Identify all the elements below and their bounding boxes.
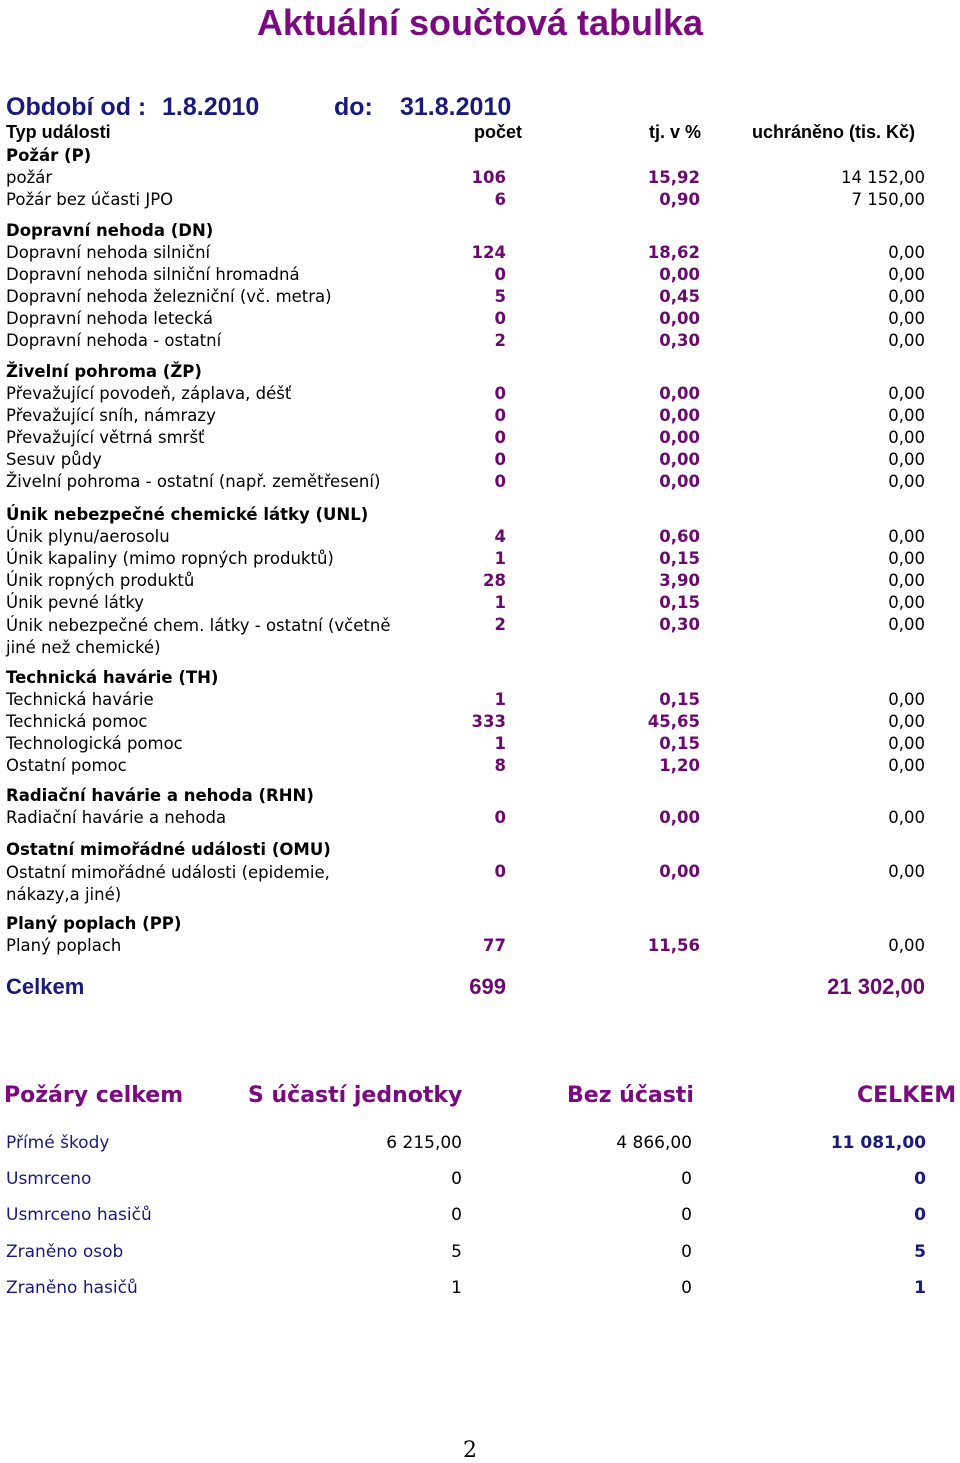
fires-header-with: S účastí jednotky	[248, 1083, 463, 1108]
total-label: Celkem	[6, 974, 85, 999]
row-count: 0	[494, 265, 506, 284]
fires-row-with: 5	[451, 1242, 462, 1262]
row-percent: 15,92	[647, 168, 700, 187]
page-number: 2	[463, 1438, 477, 1463]
fires-row-total: 0	[914, 1169, 926, 1189]
row-label: Převažující povodeň, záplava, déšť	[6, 384, 292, 403]
row-label: Ostatní mimořádné události (epidemie, nákazy,a jiné)	[6, 863, 330, 904]
row-percent: 0,00	[659, 428, 700, 447]
row-count: 333	[471, 712, 506, 731]
row-label: Živelní pohroma - ostatní (např. zemětřesení)	[6, 472, 381, 491]
row-saved: 0,00	[888, 384, 925, 403]
row-count: 0	[494, 862, 506, 881]
row-count: 1	[494, 549, 506, 568]
row-percent: 0,15	[659, 690, 700, 709]
row-label: Planý poplach (PP)	[6, 914, 182, 933]
row-count: 0	[494, 472, 506, 491]
fires-row-label: Usmrceno	[6, 1169, 92, 1189]
row-saved: 0,00	[888, 331, 925, 350]
row-label: Technická havárie	[6, 690, 154, 709]
row-count: 2	[494, 615, 506, 634]
row-label: Radiační havárie a nehoda (RHN)	[6, 786, 314, 805]
row-saved: 7 150,00	[851, 190, 925, 209]
row-count: 1	[494, 734, 506, 753]
row-count: 5	[494, 287, 506, 306]
row-saved: 0,00	[888, 406, 925, 425]
row-percent: 0,30	[659, 331, 700, 350]
row-count: 0	[494, 406, 506, 425]
row-label: Převažující větrná smršť	[6, 428, 205, 447]
row-label: Únik kapaliny (mimo ropných produktů)	[6, 549, 334, 568]
row-count: 77	[483, 936, 506, 955]
row-count: 0	[494, 450, 506, 469]
fires-row-total: 5	[914, 1242, 926, 1262]
row-label: Dopravní nehoda letecká	[6, 309, 214, 328]
row-saved: 0,00	[888, 615, 925, 634]
row-count: 124	[471, 243, 506, 262]
fires-row-with: 1	[451, 1278, 462, 1298]
row-saved: 0,00	[888, 712, 925, 731]
fires-row-without: 0	[681, 1169, 692, 1189]
fires-row-with: 0	[451, 1205, 462, 1225]
row-label: Živelní pohroma (ŽP)	[6, 362, 202, 381]
fires-row-without: 0	[681, 1242, 692, 1262]
fires-row-total: 11 081,00	[830, 1133, 926, 1153]
row-saved: 0,00	[888, 243, 925, 262]
row-percent: 0,00	[659, 472, 700, 491]
row-saved: 0,00	[888, 527, 925, 546]
row-label: Požár (P)	[6, 146, 92, 165]
row-label: Ostatní mimořádné události (OMU)	[6, 840, 331, 859]
row-percent: 0,60	[659, 527, 700, 546]
row-count: 6	[494, 190, 506, 209]
row-label: Technická havárie (TH)	[6, 668, 219, 687]
row-label: Ostatní pomoc	[6, 756, 127, 775]
row-saved: 0,00	[888, 690, 925, 709]
row-percent: 0,30	[659, 615, 700, 634]
row-count: 106	[471, 168, 506, 187]
row-count: 0	[494, 384, 506, 403]
row-saved: 0,00	[888, 756, 925, 775]
fires-row-with: 6 215,00	[386, 1133, 462, 1153]
row-percent: 0,00	[659, 450, 700, 469]
fires-row-total: 1	[914, 1278, 926, 1298]
fires-header-without: Bez účasti	[567, 1083, 694, 1108]
row-percent: 11,56	[647, 936, 700, 955]
fires-row-label: Usmrceno hasičů	[6, 1205, 152, 1225]
fires-row-total: 0	[914, 1205, 926, 1225]
fires-row-without: 0	[681, 1278, 692, 1298]
row-label: Dopravní nehoda silniční	[6, 243, 211, 262]
row-saved: 0,00	[888, 734, 925, 753]
header-pct: tj. v %	[649, 122, 702, 142]
row-label: Únik nebezpečné chem. látky - ostatní (včetně jiné než chemické)	[6, 616, 391, 657]
row-saved: 0,00	[888, 808, 925, 827]
fires-row-label: Zraněno osob	[6, 1242, 124, 1262]
row-label: Únik pevné látky	[6, 593, 145, 612]
row-percent: 0,15	[659, 734, 700, 753]
row-percent: 18,62	[647, 243, 700, 262]
row-count: 0	[494, 309, 506, 328]
row-label: Požár bez účasti JPO	[6, 190, 174, 209]
row-count: 0	[494, 428, 506, 447]
row-label: Únik plynu/aerosolu	[6, 527, 170, 546]
row-percent: 0,00	[659, 384, 700, 403]
row-saved: 0,00	[888, 472, 925, 491]
row-percent: 0,90	[659, 190, 700, 209]
row-saved: 0,00	[888, 287, 925, 306]
header-saved: uchráněno (tis. Kč)	[752, 122, 916, 142]
row-saved: 0,00	[888, 862, 925, 881]
fires-row-without: 0	[681, 1205, 692, 1225]
fires-row-with: 0	[451, 1169, 462, 1189]
period-to-label: do:	[334, 93, 373, 121]
period-from-value: 1.8.2010	[162, 93, 260, 121]
row-percent: 3,90	[659, 571, 700, 590]
fires-row-without: 4 866,00	[616, 1133, 692, 1153]
row-count: 0	[494, 808, 506, 827]
row-label: Převažující sníh, námrazy	[6, 406, 216, 425]
row-saved: 0,00	[888, 549, 925, 568]
row-saved: 0,00	[888, 571, 925, 590]
row-saved: 0,00	[888, 265, 925, 284]
header-type: Typ události	[6, 122, 111, 142]
row-percent: 0,00	[659, 309, 700, 328]
fires-header-label: Požáry celkem	[4, 1083, 184, 1108]
fires-row-label: Zraněno hasičů	[6, 1278, 138, 1298]
row-label: Únik ropných produktů	[6, 571, 195, 590]
row-saved: 0,00	[888, 593, 925, 612]
row-label: Technická pomoc	[6, 712, 148, 731]
total-count: 699	[469, 974, 506, 999]
row-count: 2	[494, 331, 506, 350]
row-label: Dopravní nehoda (DN)	[6, 221, 214, 240]
row-percent: 0,00	[659, 406, 700, 425]
fires-header-total: CELKEM	[857, 1083, 957, 1108]
row-percent: 0,00	[659, 862, 700, 881]
row-label: Dopravní nehoda silniční hromadná	[6, 265, 300, 284]
row-count: 28	[483, 571, 506, 590]
row-saved: 0,00	[888, 936, 925, 955]
row-label: Dopravní nehoda železniční (vč. metra)	[6, 287, 332, 306]
row-label: Dopravní nehoda - ostatní	[6, 331, 222, 350]
row-label: Únik nebezpečné chemické látky (UNL)	[6, 505, 369, 524]
row-percent: 0,15	[659, 593, 700, 612]
row-percent: 0,00	[659, 808, 700, 827]
fires-row-label: Přímé škody	[6, 1133, 110, 1153]
row-count: 1	[494, 593, 506, 612]
period-from-label: Období od :	[6, 93, 147, 121]
row-count: 4	[494, 527, 506, 546]
row-saved: 14 152,00	[841, 168, 925, 187]
row-label: Radiační havárie a nehoda	[6, 808, 227, 827]
row-label: Planý poplach	[6, 936, 122, 955]
row-label: požár	[6, 168, 53, 187]
header-count: počet	[474, 122, 523, 142]
row-percent: 0,15	[659, 549, 700, 568]
row-label: Technologická pomoc	[6, 734, 183, 753]
total-saved: 21 302,00	[827, 974, 925, 999]
row-saved: 0,00	[888, 428, 925, 447]
page-title: Aktuální součtová tabulka	[256, 2, 704, 43]
row-count: 8	[494, 756, 506, 775]
row-saved: 0,00	[888, 450, 925, 469]
row-percent: 45,65	[647, 712, 700, 731]
row-percent: 1,20	[659, 756, 700, 775]
period-to-value: 31.8.2010	[400, 93, 512, 121]
row-count: 1	[494, 690, 506, 709]
row-percent: 0,00	[659, 265, 700, 284]
row-saved: 0,00	[888, 309, 925, 328]
row-percent: 0,45	[659, 287, 700, 306]
row-label: Sesuv půdy	[6, 450, 102, 469]
